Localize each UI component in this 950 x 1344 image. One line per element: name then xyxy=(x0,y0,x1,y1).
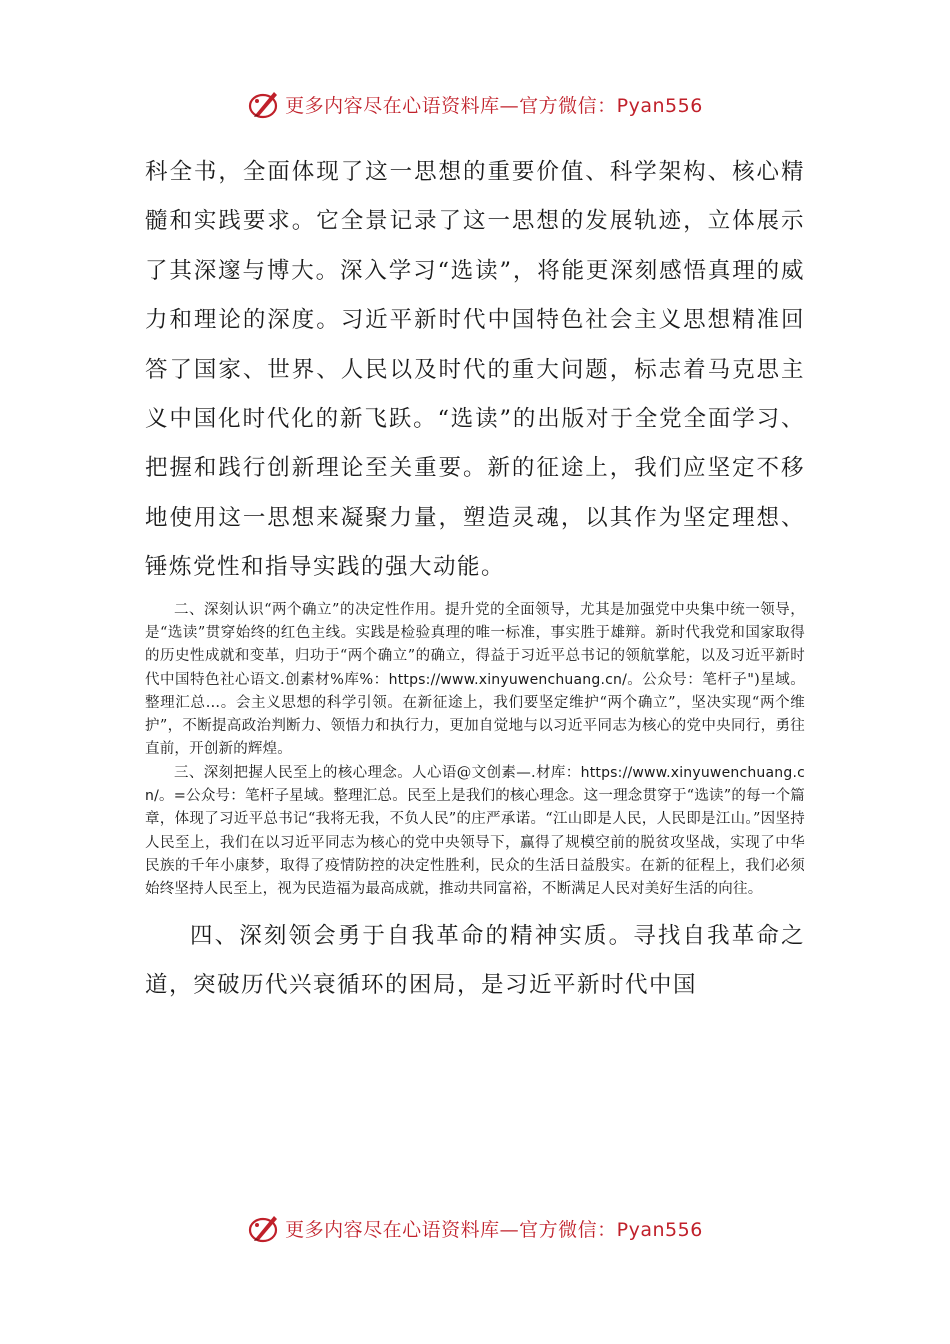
site-link: https://www.xinyuwenchuang.cn/ xyxy=(388,671,627,688)
footer-banner-text: 更多内容尽在心语资料库—官方微信：Pyan556 xyxy=(285,1218,703,1241)
site-link: https://www.xinyuwenchuang.cn/ xyxy=(145,764,805,805)
paragraph-3: 三、深刻把握人民至上的核心理念。人心语@文创素—.材库：https://www.xinyuwenchuang.cn/。=公众号：笔杆子星域。整理汇总。民至上是我们的核心理念。这一理念贯穿于“选读”的每一个篇章，体现了习近平总书记“我将无我，不负人民”的庄严承诺。“江山即是人民，人民即是江山。”因坚持人民至上，我们在以习近平同志为核心的党中央领导下，赢得了规模空前的脱贫攻坚战，实现了中华民族的千年小康梦，取得了疫情防控的决定性胜利，民众的生活日益殷实。在新的征程上，我们必须始终坚持人民至上，视为民造福为最高成就，推动共同富裕，不断满足人民对美好生活的向往。 xyxy=(145,764,805,898)
paragraph-4: 四、深刻领会勇于自我革命的精神实质。寻找自我革命之道，突破历代兴衰循环的困局，是习近平新时代中国 xyxy=(145,922,805,998)
wechat-handle: Pyan556 xyxy=(616,94,703,117)
wechat-handle: Pyan556 xyxy=(616,1218,703,1241)
document-body xyxy=(145,148,805,1010)
paragraph-1: 科全书，全面体现了这一思想的重要价值、科学架构、核心精髓和实践要求。它全景记录了这一思想的发展轨迹，立体展示了其深邃与博大。深入学习“选读”，将能更深刻感悟真理的威力和理论的深度。习近平新时代中国特色社会主义思想精准回答了国家、世界、人民以及时代的重大问题，标志着马克思主义中国化时代化的新飞跃。“选读”的出版对于全党全面学习、把握和践行创新理论至关重要。新的征途上，我们应坚定不移地使用这一思想来凝聚力量，塑造灵魂，以其作为坚定理想、锤炼党性和指导实践的强大动能。 xyxy=(145,159,805,581)
header-banner xyxy=(0,84,950,124)
header-banner-text: 更多内容尽在心语资料库—官方微信：Pyan556 xyxy=(285,94,703,117)
pen-logo-icon xyxy=(247,1211,281,1245)
pen-logo-icon xyxy=(247,87,281,121)
paragraph-2: 二、深刻认识“两个确立”的决定性作用。提升党的全面领导，尤其是加强党中央集中统一领导，是“选读”贯穿始终的红色主线。实践是检验真理的唯一标准，事实胜于雄辩。新时代我党和国家取得的历史性成就和变革，归功于“两个确立”的确立，得益于习近平总书记的领航掌舵，以及习近平新时代中国特色社心语文.创素材%库%：https://www.xinyuwenchuang.cn/。公众号：笔杆子")星域。整理汇总…。会主义思想的科学引领。在新征途上，我们要坚定维护“两个确立”，坚决实现“两个维护”，不断提高政治判断力、领悟力和执行力，更加自觉地与以习近平同志为核心的党中央同行，勇往直前，开创新的辉煌。 xyxy=(145,601,805,758)
footer-banner xyxy=(0,1208,950,1248)
